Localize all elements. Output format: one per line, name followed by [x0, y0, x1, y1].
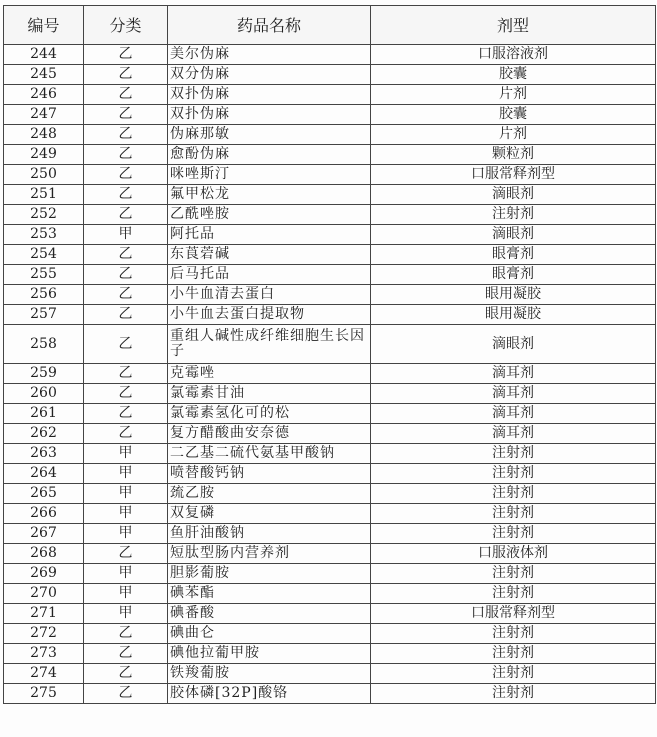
cell-drug-name: 巯乙胺 [168, 484, 371, 504]
cell-id: 265 [4, 484, 84, 504]
cell-class: 乙 [84, 684, 168, 704]
cell-drug-name: 氟甲松龙 [168, 185, 371, 205]
table-row [4, 305, 656, 325]
cell-drug-name: 碘苯酯 [168, 584, 371, 604]
cell-class: 乙 [84, 424, 168, 444]
cell-class: 乙 [84, 664, 168, 684]
cell-class: 乙 [84, 85, 168, 105]
cell-dosage-form: 滴耳剂 [371, 404, 656, 424]
cell-class: 乙 [84, 45, 168, 65]
table-row [4, 464, 656, 484]
cell-dosage-form: 胶囊 [371, 105, 656, 125]
cell-id: 272 [4, 624, 84, 644]
cell-class: 甲 [84, 524, 168, 544]
cell-class: 乙 [84, 305, 168, 325]
cell-class: 甲 [84, 464, 168, 484]
drug-list-table [3, 5, 656, 704]
cell-drug-name: 氯霉素甘油 [168, 384, 371, 404]
cell-id: 264 [4, 464, 84, 484]
cell-dosage-form: 注射剂 [371, 464, 656, 484]
cell-drug-name: 二乙基二硫代氨基甲酸钠 [168, 444, 371, 464]
cell-class: 甲 [84, 564, 168, 584]
cell-dosage-form: 注射剂 [371, 584, 656, 604]
cell-class: 乙 [84, 125, 168, 145]
cell-dosage-form: 胶囊 [371, 65, 656, 85]
table-row [4, 404, 656, 424]
cell-dosage-form: 滴耳剂 [371, 364, 656, 384]
column-header-id: 编号 [4, 6, 84, 45]
cell-drug-name: 铁羧葡胺 [168, 664, 371, 684]
cell-id: 251 [4, 185, 84, 205]
cell-id: 253 [4, 225, 84, 245]
cell-dosage-form: 注射剂 [371, 205, 656, 225]
cell-drug-name: 复方醋酸曲安奈德 [168, 424, 371, 444]
cell-drug-name: 双扑伪麻 [168, 105, 371, 125]
cell-class: 甲 [84, 444, 168, 464]
cell-id: 261 [4, 404, 84, 424]
table-row [4, 125, 656, 145]
cell-dosage-form: 滴眼剂 [371, 225, 656, 245]
cell-drug-name: 鱼肝油酸钠 [168, 524, 371, 544]
cell-id: 274 [4, 664, 84, 684]
cell-id: 268 [4, 544, 84, 564]
cell-drug-name: 东莨菪碱 [168, 245, 371, 265]
table-row [4, 265, 656, 285]
cell-drug-name: 喷替酸钙钠 [168, 464, 371, 484]
cell-drug-name: 双扑伪麻 [168, 85, 371, 105]
cell-class: 乙 [84, 624, 168, 644]
cell-id: 247 [4, 105, 84, 125]
cell-drug-name: 胆影葡胺 [168, 564, 371, 584]
table-row [4, 504, 656, 524]
cell-class: 乙 [84, 544, 168, 564]
cell-class: 乙 [84, 65, 168, 85]
cell-dosage-form: 注射剂 [371, 504, 656, 524]
cell-id: 266 [4, 504, 84, 524]
cell-dosage-form: 注射剂 [371, 664, 656, 684]
table-row [4, 524, 656, 544]
column-header-dosage-form: 剂型 [371, 6, 656, 45]
cell-id: 246 [4, 85, 84, 105]
cell-id: 245 [4, 65, 84, 85]
cell-drug-name: 伪麻那敏 [168, 125, 371, 145]
cell-class: 甲 [84, 604, 168, 624]
table-row [4, 584, 656, 604]
table-header-row [4, 6, 656, 45]
table-row [4, 45, 656, 65]
cell-id: 267 [4, 524, 84, 544]
cell-class: 乙 [84, 105, 168, 125]
cell-class: 甲 [84, 484, 168, 504]
table-row [4, 225, 656, 245]
cell-dosage-form: 眼膏剂 [371, 245, 656, 265]
cell-dosage-form: 注射剂 [371, 524, 656, 544]
cell-drug-name: 碘曲仑 [168, 624, 371, 644]
cell-dosage-form: 滴耳剂 [371, 384, 656, 404]
table-row [4, 444, 656, 464]
cell-dosage-form: 片剂 [371, 85, 656, 105]
cell-class: 乙 [84, 325, 168, 364]
column-header-drug-name: 药品名称 [168, 6, 371, 45]
cell-id: 252 [4, 205, 84, 225]
table-row [4, 105, 656, 125]
cell-dosage-form: 口服溶液剂 [371, 45, 656, 65]
cell-drug-name: 胶体磷[32P]酸铬 [168, 684, 371, 704]
cell-drug-name: 乙酰唑胺 [168, 205, 371, 225]
cell-id: 250 [4, 165, 84, 185]
cell-class: 乙 [84, 285, 168, 305]
cell-class: 乙 [84, 185, 168, 205]
cell-id: 269 [4, 564, 84, 584]
cell-dosage-form: 滴眼剂 [371, 325, 656, 364]
cell-dosage-form: 注射剂 [371, 644, 656, 664]
cell-dosage-form: 眼用凝胶 [371, 305, 656, 325]
cell-id: 259 [4, 364, 84, 384]
table-row [4, 285, 656, 305]
cell-class: 乙 [84, 145, 168, 165]
cell-id: 255 [4, 265, 84, 285]
cell-id: 256 [4, 285, 84, 305]
cell-drug-name: 阿托品 [168, 225, 371, 245]
cell-class: 乙 [84, 205, 168, 225]
cell-dosage-form: 眼膏剂 [371, 265, 656, 285]
cell-drug-name: 双复磷 [168, 504, 371, 524]
cell-dosage-form: 滴眼剂 [371, 185, 656, 205]
table-row [4, 85, 656, 105]
table-row [4, 185, 656, 205]
cell-class: 乙 [84, 384, 168, 404]
cell-id: 271 [4, 604, 84, 624]
cell-id: 258 [4, 325, 84, 364]
cell-drug-name: 咪唑斯汀 [168, 165, 371, 185]
cell-drug-name: 短肽型肠内营养剂 [168, 544, 371, 564]
cell-class: 乙 [84, 364, 168, 384]
cell-class: 甲 [84, 584, 168, 604]
table-row [4, 424, 656, 444]
cell-id: 275 [4, 684, 84, 704]
cell-id: 244 [4, 45, 84, 65]
table-row [4, 544, 656, 564]
cell-class: 甲 [84, 504, 168, 524]
cell-class: 乙 [84, 404, 168, 424]
cell-class: 乙 [84, 245, 168, 265]
table-row [4, 205, 656, 225]
cell-dosage-form: 注射剂 [371, 564, 656, 584]
cell-class: 乙 [84, 265, 168, 285]
cell-id: 249 [4, 145, 84, 165]
cell-id: 260 [4, 384, 84, 404]
cell-id: 262 [4, 424, 84, 444]
cell-drug-name: 小牛血清去蛋白 [168, 285, 371, 305]
table-row [4, 364, 656, 384]
table-row [4, 664, 656, 684]
cell-drug-name: 愈酚伪麻 [168, 145, 371, 165]
cell-class: 乙 [84, 644, 168, 664]
table-row [4, 564, 656, 584]
table-body [4, 45, 656, 704]
cell-id: 270 [4, 584, 84, 604]
cell-drug-name: 碘番酸 [168, 604, 371, 624]
table-row [4, 644, 656, 664]
table-row [4, 684, 656, 704]
cell-dosage-form: 注射剂 [371, 444, 656, 464]
table-row [4, 325, 656, 364]
cell-id: 257 [4, 305, 84, 325]
cell-class: 甲 [84, 225, 168, 245]
cell-drug-name: 碘他拉葡甲胺 [168, 644, 371, 664]
cell-dosage-form: 口服液体剂 [371, 544, 656, 564]
cell-dosage-form: 滴耳剂 [371, 424, 656, 444]
cell-drug-name: 氯霉素氢化可的松 [168, 404, 371, 424]
table-row [4, 624, 656, 644]
cell-dosage-form: 注射剂 [371, 624, 656, 644]
table-row [4, 604, 656, 624]
cell-id: 263 [4, 444, 84, 464]
table-row [4, 65, 656, 85]
table-row [4, 484, 656, 504]
cell-dosage-form: 注射剂 [371, 484, 656, 504]
cell-drug-name: 小牛血去蛋白提取物 [168, 305, 371, 325]
cell-drug-name: 克霉唑 [168, 364, 371, 384]
cell-drug-name: 后马托品 [168, 265, 371, 285]
cell-id: 248 [4, 125, 84, 145]
table-row [4, 145, 656, 165]
table-row [4, 245, 656, 265]
cell-drug-name: 双分伪麻 [168, 65, 371, 85]
cell-id: 273 [4, 644, 84, 664]
cell-dosage-form: 口服常释剂型 [371, 604, 656, 624]
cell-id: 254 [4, 245, 84, 265]
cell-dosage-form: 注射剂 [371, 684, 656, 704]
table-row [4, 384, 656, 404]
cell-dosage-form: 眼用凝胶 [371, 285, 656, 305]
cell-dosage-form: 口服常释剂型 [371, 165, 656, 185]
column-header-class: 分类 [84, 6, 168, 45]
cell-drug-name: 重组人碱性成纤维细胞生长因子 [168, 325, 371, 364]
cell-drug-name: 美尔伪麻 [168, 45, 371, 65]
cell-dosage-form: 颗粒剂 [371, 145, 656, 165]
table-row [4, 165, 656, 185]
cell-dosage-form: 片剂 [371, 125, 656, 145]
cell-class: 乙 [84, 165, 168, 185]
